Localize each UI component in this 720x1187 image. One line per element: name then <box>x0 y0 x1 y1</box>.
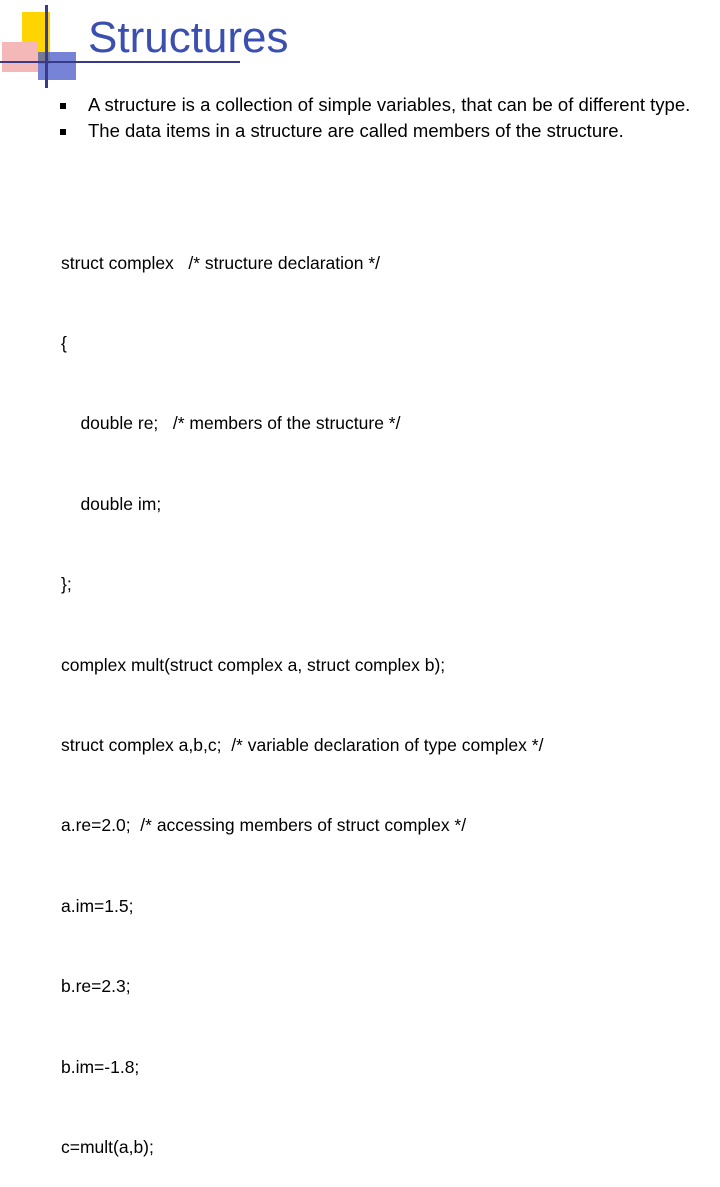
code-line: struct complex /* structure declaration */ <box>61 252 381 273</box>
bullet-square-icon <box>60 103 66 109</box>
code-block <box>61 196 543 1187</box>
code-line: double re; /* members of the structure */ <box>61 413 401 434</box>
slide-title: Structures <box>88 13 289 62</box>
bullet-list <box>58 94 708 142</box>
code-line: { <box>61 332 67 353</box>
code-line: b.re=2.3; <box>61 976 131 997</box>
code-line: a.re=2.0; /* accessing members of struct complex */ <box>61 815 467 836</box>
bullet-text: A structure is a collection of simple variables, that can be of different type. <box>88 94 691 115</box>
bullet-text: The data items in a structure are called members of the structure. <box>88 120 624 141</box>
code-line: }; <box>61 574 72 595</box>
logo-vertical-line <box>45 5 48 88</box>
logo-blue-square <box>38 52 76 80</box>
code-line: a.im=1.5; <box>61 895 134 916</box>
code-line: complex mult(struct complex a, struct complex b); <box>61 654 446 675</box>
code-line: struct complex a,b,c; /* variable declaration of type complex */ <box>61 734 544 755</box>
code-line: b.im=-1.8; <box>61 1056 140 1077</box>
bullet-item <box>58 120 708 142</box>
bullet-square-icon <box>60 129 66 135</box>
code-line: c=mult(a,b); <box>61 1136 154 1157</box>
code-line: double im; <box>61 493 162 514</box>
logo-red-square <box>2 42 38 72</box>
bullet-item <box>58 94 708 116</box>
slide-logo-decoration <box>0 0 80 90</box>
